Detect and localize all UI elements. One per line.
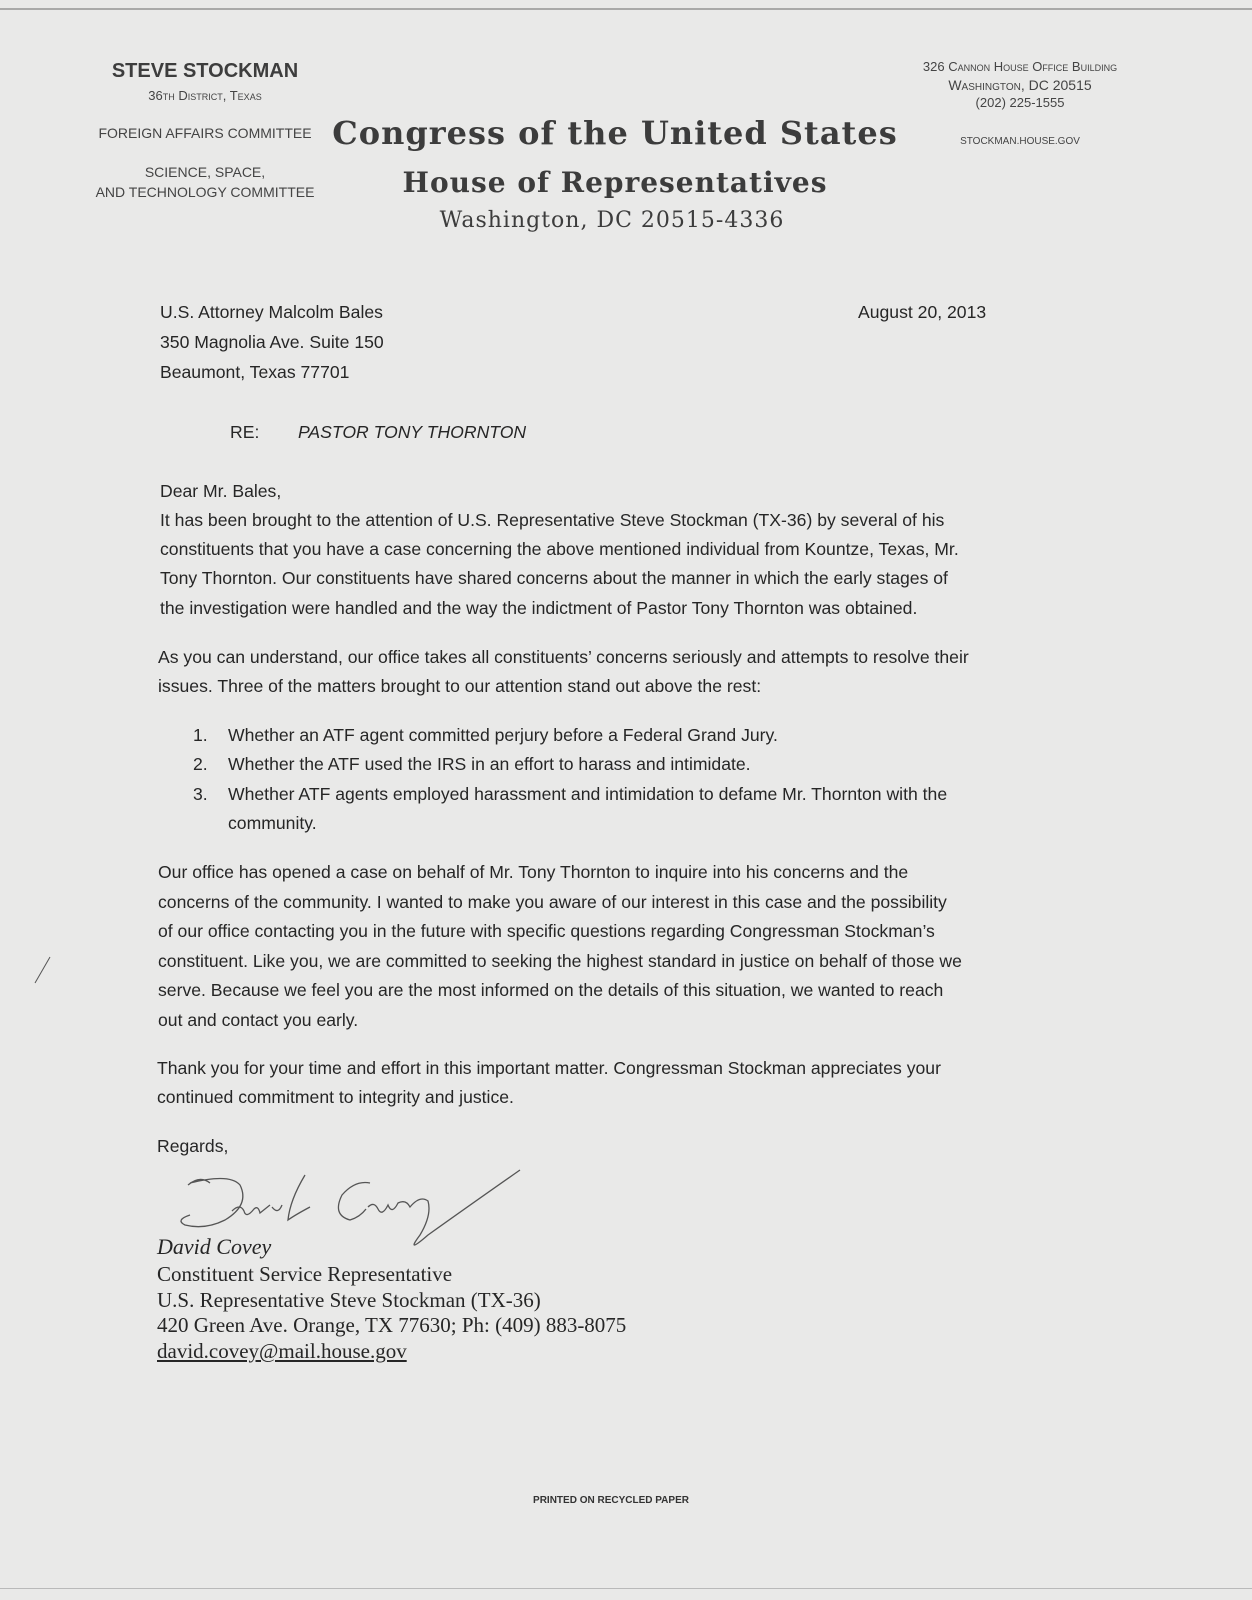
text-line: constituents that you have a case concerning the above mentioned individual from Kountze, Texas, Mr. bbox=[160, 539, 959, 560]
signer-name: David Covey bbox=[157, 1234, 272, 1259]
text-line: the investigation were handled and the way the indictment of Pastor Tony Thornton was obtained. bbox=[160, 597, 918, 618]
office-address-line2: Washington, DC 20515 bbox=[948, 77, 1092, 93]
house-title: House of Representatives bbox=[402, 166, 828, 199]
text-line: continued commitment to integrity and justice. bbox=[157, 1087, 514, 1108]
text-line: serve. Because we feel you are the most informed on the details of this situation, we wanted to reach bbox=[158, 980, 944, 1001]
list-item-text: Whether ATF agents employed harassment and intimidation to defame Mr. Thornton with the bbox=[228, 784, 948, 804]
salutation: Dear Mr. Bales, bbox=[160, 481, 282, 501]
text-line: constituent. Like you, we are committed to seeking the highest standard in justice on behalf of those we bbox=[158, 950, 962, 971]
list-item-text: community. bbox=[228, 813, 317, 833]
signer-email-link[interactable]: david.covey@mail.house.gov bbox=[157, 1339, 407, 1363]
signer-address: 420 Green Ave. Orange, TX 77630; Ph: (409) 883-8075 bbox=[157, 1313, 627, 1337]
text-line: of our office contacting you in the future with specific questions regarding Congressman Stockman’s bbox=[158, 921, 935, 942]
recipient-line: U.S. Attorney Malcolm Bales bbox=[160, 302, 383, 322]
committee-science-line1: SCIENCE, SPACE, bbox=[144, 164, 266, 180]
recipient-line: Beaumont, Texas 77701 bbox=[160, 362, 350, 382]
text-line: out and contact you early. bbox=[158, 1010, 359, 1030]
text-line: issues. Three of the matters brought to our attention stand out above the rest: bbox=[158, 676, 762, 697]
text-line: It has been brought to the attention of U.S. Representative Steve Stockman (TX-36) by several of his bbox=[160, 510, 945, 530]
washington-address: Washington, DC 20515-4336 bbox=[439, 208, 785, 233]
text-line: Tony Thornton. Our constituents have shared concerns about the manner in which the early stages of bbox=[160, 568, 948, 589]
committee-foreign-affairs: FOREIGN AFFAIRS COMMITTEE bbox=[98, 125, 312, 141]
text-line: Thank you for your time and effort in this important matter. Congressman Stockman appreciates your bbox=[157, 1058, 941, 1078]
recycled-paper-footer: PRINTED ON RECYCLED PAPER bbox=[533, 1495, 689, 1506]
list-number: 1. bbox=[193, 725, 208, 745]
re-subject: PASTOR TONY THORNTON bbox=[298, 422, 527, 442]
website: STOCKMAN.HOUSE.GOV bbox=[960, 136, 1080, 147]
re-label: RE: bbox=[230, 422, 260, 442]
list-number: 2. bbox=[193, 754, 208, 774]
signer-title: Constituent Service Representative bbox=[157, 1262, 453, 1286]
office-address-line1: 326 Cannon House Office Building bbox=[922, 59, 1118, 74]
recipient-line: 350 Magnolia Ave. Suite 150 bbox=[160, 332, 384, 352]
scan-edge-line bbox=[0, 8, 1252, 10]
letter-date: August 20, 2013 bbox=[858, 302, 987, 322]
stray-mark bbox=[35, 957, 51, 983]
list-item-text: Whether the ATF used the IRS in an effort to harass and intimidate. bbox=[228, 754, 751, 774]
committee-science-line2: AND TECHNOLOGY COMMITTEE bbox=[95, 184, 315, 200]
district: 36th District, Texas bbox=[148, 88, 262, 103]
member-name: STEVE STOCKMAN bbox=[111, 60, 299, 82]
text-line: Our office has opened a case on behalf of Mr. Tony Thornton to inquire into his concerns and the bbox=[158, 862, 909, 882]
office-phone: (202) 225-1555 bbox=[975, 95, 1065, 110]
list-item-text: Whether an ATF agent committed perjury before a Federal Grand Jury. bbox=[228, 725, 778, 745]
list-number: 3. bbox=[193, 784, 208, 804]
scan-edge-line bbox=[0, 1588, 1252, 1589]
congress-title: Congress of the United States bbox=[332, 114, 898, 152]
text-line: concerns of the community. I wanted to make you aware of our interest in this case and the possibility bbox=[158, 891, 947, 912]
signer-office: U.S. Representative Steve Stockman (TX-36) bbox=[157, 1288, 541, 1312]
closing: Regards, bbox=[157, 1136, 229, 1156]
text-line: As you can understand, our office takes all constituents’ concerns seriously and attempts to resolve their bbox=[158, 647, 969, 667]
